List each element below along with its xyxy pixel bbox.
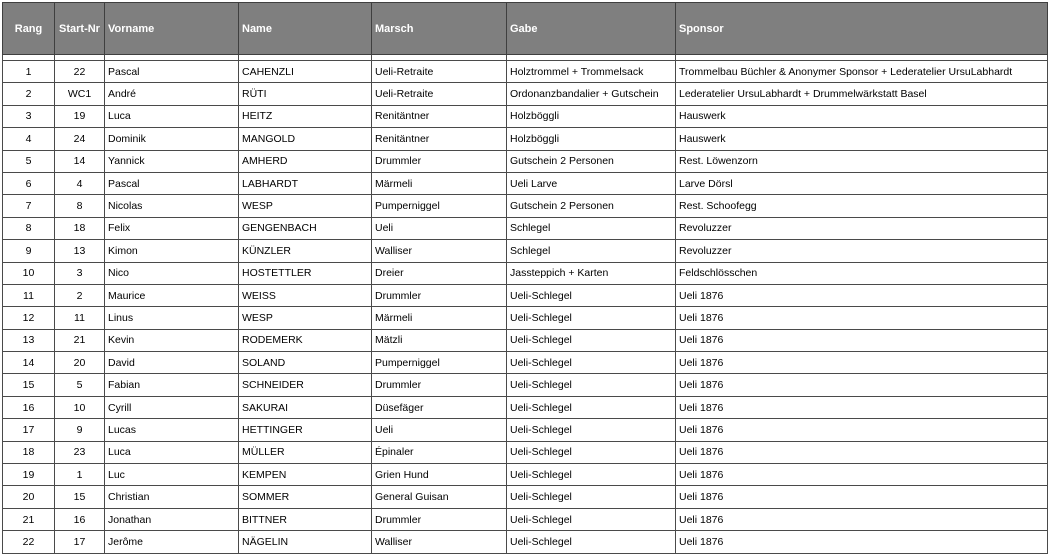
table-row [3, 374, 1048, 396]
cell-marsch: Pumperniggel [372, 195, 507, 217]
cell-gabe: Ueli-Schlegel [507, 284, 676, 306]
cell-rang: 17 [3, 419, 55, 441]
header-rang: Rang [3, 3, 55, 55]
cell-gabe: Gutschein 2 Personen [507, 150, 676, 172]
cell-start-nr: 22 [55, 61, 105, 83]
header-name: Name [239, 3, 372, 55]
cell-start-nr: 23 [55, 441, 105, 463]
cell-name: HOSTETTLER [239, 262, 372, 284]
cell-vorname: Kimon [105, 240, 239, 262]
cell-gabe: Ueli-Schlegel [507, 396, 676, 418]
cell-gabe: Ueli-Schlegel [507, 419, 676, 441]
cell-name: HETTINGER [239, 419, 372, 441]
cell-name: WEISS [239, 284, 372, 306]
cell-vorname: Cyrill [105, 396, 239, 418]
cell-marsch: Épinaler [372, 441, 507, 463]
cell-gabe: Ueli Larve [507, 172, 676, 194]
table-row [3, 240, 1048, 262]
cell-sponsor: Feldschlösschen [676, 262, 1048, 284]
cell-rang: 3 [3, 105, 55, 127]
cell-marsch: Walliser [372, 240, 507, 262]
header-vorname: Vorname [105, 3, 239, 55]
cell-vorname: Yannick [105, 150, 239, 172]
cell-marsch: Renitäntner [372, 105, 507, 127]
table-row [3, 61, 1048, 83]
cell-rang: 22 [3, 531, 55, 553]
cell-rang: 10 [3, 262, 55, 284]
cell-vorname: Jonathan [105, 508, 239, 530]
cell-start-nr: 8 [55, 195, 105, 217]
cell-sponsor: Ueli 1876 [676, 531, 1048, 553]
cell-start-nr: 5 [55, 374, 105, 396]
cell-start-nr: 24 [55, 128, 105, 150]
cell-start-nr: 10 [55, 396, 105, 418]
table-row [3, 486, 1048, 508]
cell-rang: 5 [3, 150, 55, 172]
table-row [3, 419, 1048, 441]
cell-sponsor: Trommelbau Büchler & Anonymer Sponsor + Lederatelier UrsuLabhardt [676, 61, 1048, 83]
cell-marsch: Mätzli [372, 329, 507, 351]
cell-sponsor: Hauswerk [676, 105, 1048, 127]
cell-start-nr: 11 [55, 307, 105, 329]
cell-name: NÄGELIN [239, 531, 372, 553]
cell-rang: 7 [3, 195, 55, 217]
cell-name: HEITZ [239, 105, 372, 127]
table-row [3, 508, 1048, 530]
table-row [3, 217, 1048, 239]
cell-marsch: Düsefäger [372, 396, 507, 418]
cell-gabe: Ueli-Schlegel [507, 464, 676, 486]
cell-start-nr: 19 [55, 105, 105, 127]
cell-sponsor: Ueli 1876 [676, 284, 1048, 306]
cell-start-nr: 14 [55, 150, 105, 172]
cell-sponsor: Rest. Löwenzorn [676, 150, 1048, 172]
table-row [3, 531, 1048, 553]
cell-marsch: General Guisan [372, 486, 507, 508]
cell-start-nr: 4 [55, 172, 105, 194]
header-gabe: Gabe [507, 3, 676, 55]
cell-start-nr: 9 [55, 419, 105, 441]
cell-sponsor: Ueli 1876 [676, 374, 1048, 396]
cell-name: KEMPEN [239, 464, 372, 486]
cell-vorname: Jerôme [105, 531, 239, 553]
cell-marsch: Drummler [372, 508, 507, 530]
cell-sponsor: Ueli 1876 [676, 396, 1048, 418]
table-row [3, 150, 1048, 172]
cell-vorname: Luca [105, 441, 239, 463]
cell-start-nr: 2 [55, 284, 105, 306]
results-table [2, 2, 1048, 554]
cell-name: CAHENZLI [239, 61, 372, 83]
cell-sponsor: Ueli 1876 [676, 508, 1048, 530]
cell-sponsor: Ueli 1876 [676, 307, 1048, 329]
cell-sponsor: Ueli 1876 [676, 329, 1048, 351]
header-row [3, 3, 1048, 55]
cell-marsch: Drummler [372, 284, 507, 306]
header-start-nr: Start-Nr [55, 3, 105, 55]
cell-sponsor: Lederatelier UrsuLabhardt + Drummelwärkstatt Basel [676, 83, 1048, 105]
cell-marsch: Märmeli [372, 172, 507, 194]
table-row [3, 262, 1048, 284]
cell-vorname: André [105, 83, 239, 105]
table-row [3, 352, 1048, 374]
cell-gabe: Ueli-Schlegel [507, 508, 676, 530]
cell-rang: 11 [3, 284, 55, 306]
cell-gabe: Schlegel [507, 240, 676, 262]
cell-vorname: Fabian [105, 374, 239, 396]
cell-rang: 4 [3, 128, 55, 150]
cell-sponsor: Ueli 1876 [676, 464, 1048, 486]
table-row [3, 195, 1048, 217]
cell-name: MANGOLD [239, 128, 372, 150]
cell-name: BITTNER [239, 508, 372, 530]
cell-name: AMHERD [239, 150, 372, 172]
cell-vorname: David [105, 352, 239, 374]
cell-name: WESP [239, 195, 372, 217]
table-row [3, 284, 1048, 306]
cell-rang: 20 [3, 486, 55, 508]
cell-marsch: Märmeli [372, 307, 507, 329]
cell-name: GENGENBACH [239, 217, 372, 239]
cell-name: RODEMERK [239, 329, 372, 351]
cell-sponsor: Larve Dörsl [676, 172, 1048, 194]
cell-marsch: Drummler [372, 374, 507, 396]
cell-rang: 6 [3, 172, 55, 194]
table-row [3, 307, 1048, 329]
cell-vorname: Linus [105, 307, 239, 329]
cell-start-nr: 17 [55, 531, 105, 553]
cell-rang: 8 [3, 217, 55, 239]
cell-name: SOMMER [239, 486, 372, 508]
cell-vorname: Dominik [105, 128, 239, 150]
cell-start-nr: 3 [55, 262, 105, 284]
cell-rang: 1 [3, 61, 55, 83]
cell-vorname: Pascal [105, 61, 239, 83]
cell-gabe: Ueli-Schlegel [507, 307, 676, 329]
cell-gabe: Ueli-Schlegel [507, 352, 676, 374]
cell-sponsor: Hauswerk [676, 128, 1048, 150]
header-marsch: Marsch [372, 3, 507, 55]
cell-rang: 13 [3, 329, 55, 351]
table-row [3, 172, 1048, 194]
cell-rang: 2 [3, 83, 55, 105]
cell-start-nr: 1 [55, 464, 105, 486]
table-row [3, 105, 1048, 127]
cell-gabe: Schlegel [507, 217, 676, 239]
cell-vorname: Luca [105, 105, 239, 127]
cell-marsch: Ueli-Retraite [372, 83, 507, 105]
header-sponsor: Sponsor [676, 3, 1048, 55]
cell-gabe: Holzböggli [507, 128, 676, 150]
cell-gabe: Holzböggli [507, 105, 676, 127]
cell-rang: 14 [3, 352, 55, 374]
cell-marsch: Ueli [372, 419, 507, 441]
cell-name: SAKURAI [239, 396, 372, 418]
cell-gabe: Jassteppich + Karten [507, 262, 676, 284]
cell-marsch: Ueli [372, 217, 507, 239]
table-row [3, 329, 1048, 351]
cell-start-nr: 13 [55, 240, 105, 262]
cell-sponsor: Rest. Schoofegg [676, 195, 1048, 217]
cell-rang: 9 [3, 240, 55, 262]
table-row [3, 441, 1048, 463]
table-row [3, 128, 1048, 150]
cell-gabe: Ordonanzbandalier + Gutschein [507, 83, 676, 105]
cell-gabe: Gutschein 2 Personen [507, 195, 676, 217]
cell-gabe: Ueli-Schlegel [507, 531, 676, 553]
cell-gabe: Ueli-Schlegel [507, 486, 676, 508]
cell-marsch: Renitäntner [372, 128, 507, 150]
cell-marsch: Ueli-Retraite [372, 61, 507, 83]
cell-gabe: Ueli-Schlegel [507, 374, 676, 396]
cell-start-nr: 20 [55, 352, 105, 374]
cell-marsch: Walliser [372, 531, 507, 553]
cell-name: RÜTI [239, 83, 372, 105]
cell-sponsor: Revoluzzer [676, 240, 1048, 262]
cell-vorname: Felix [105, 217, 239, 239]
cell-vorname: Nicolas [105, 195, 239, 217]
cell-vorname: Pascal [105, 172, 239, 194]
cell-rang: 15 [3, 374, 55, 396]
cell-sponsor: Ueli 1876 [676, 441, 1048, 463]
table-row [3, 396, 1048, 418]
cell-name: WESP [239, 307, 372, 329]
cell-name: MÜLLER [239, 441, 372, 463]
cell-start-nr: WC1 [55, 83, 105, 105]
table-row [3, 83, 1048, 105]
cell-vorname: Christian [105, 486, 239, 508]
cell-rang: 18 [3, 441, 55, 463]
cell-start-nr: 18 [55, 217, 105, 239]
cell-sponsor: Ueli 1876 [676, 419, 1048, 441]
cell-vorname: Lucas [105, 419, 239, 441]
cell-name: SOLAND [239, 352, 372, 374]
cell-rang: 16 [3, 396, 55, 418]
cell-gabe: Ueli-Schlegel [507, 329, 676, 351]
cell-name: KÜNZLER [239, 240, 372, 262]
table-row [3, 464, 1048, 486]
cell-start-nr: 21 [55, 329, 105, 351]
cell-sponsor: Ueli 1876 [676, 486, 1048, 508]
cell-marsch: Dreier [372, 262, 507, 284]
cell-start-nr: 16 [55, 508, 105, 530]
cell-sponsor: Ueli 1876 [676, 352, 1048, 374]
cell-vorname: Nico [105, 262, 239, 284]
cell-gabe: Ueli-Schlegel [507, 441, 676, 463]
cell-rang: 12 [3, 307, 55, 329]
cell-name: SCHNEIDER [239, 374, 372, 396]
cell-marsch: Pumperniggel [372, 352, 507, 374]
cell-gabe: Holztrommel + Trommelsack [507, 61, 676, 83]
cell-rang: 21 [3, 508, 55, 530]
cell-sponsor: Revoluzzer [676, 217, 1048, 239]
cell-vorname: Luc [105, 464, 239, 486]
cell-marsch: Grien Hund [372, 464, 507, 486]
cell-marsch: Drummler [372, 150, 507, 172]
table-body [3, 55, 1048, 554]
cell-name: LABHARDT [239, 172, 372, 194]
cell-vorname: Maurice [105, 284, 239, 306]
cell-vorname: Kevin [105, 329, 239, 351]
cell-start-nr: 15 [55, 486, 105, 508]
cell-rang: 19 [3, 464, 55, 486]
